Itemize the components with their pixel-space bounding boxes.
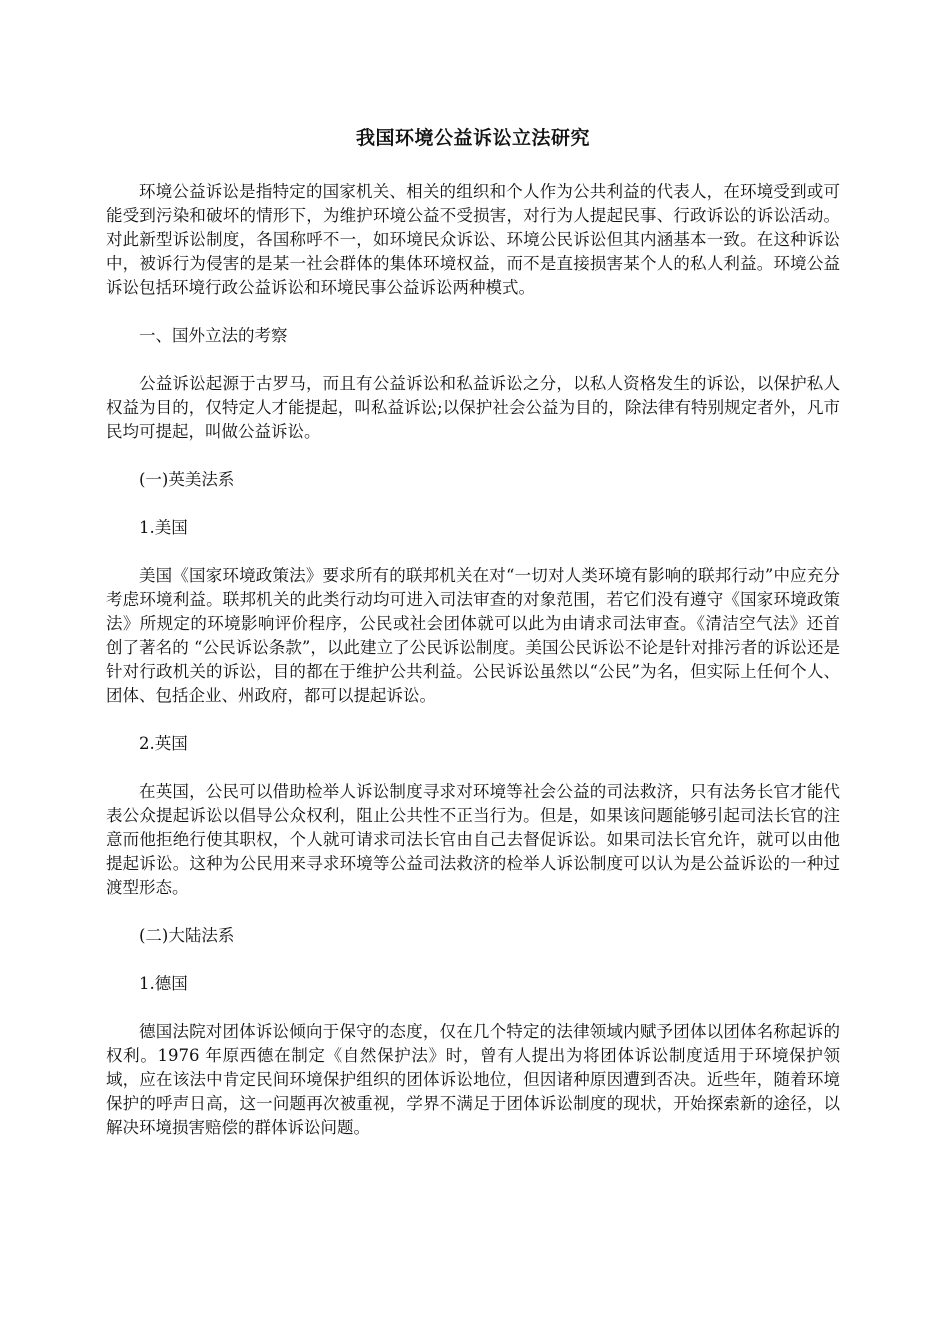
subsection-heading-civil-law: (二)大陆法系	[139, 926, 235, 945]
subsection-heading-usa: 1.美国	[139, 518, 188, 537]
paragraph-germany: 德国法院对团体诉讼倾向于保守的态度，仅在几个特定的法律领域内赋予团体以团体名称起诉的权利。1976 年原西德在制定《自然保护法》时，曾有人提出为将团体诉讼制度适用于环境保护领域，应在该法中肯定民间环境保护组织的团体诉讼地位，但因诸种原因遭到否决。近些年，随着环境保护的呼声日高，这一问题再次被重视，学界不满足于团体诉讼制度的现状，开始探索新的途径，以解决环境损害赔偿的群体诉讼问题。	[106, 1022, 840, 1137]
paragraph-usa: 美国《国家环境政策法》要求所有的联邦机关在对“一切对人类环境有影响的联邦行动”中应充分考虑环境利益。联邦机关的此类行动均可进入司法审查的对象范围，若它们没有遵守《国家环境政策法》所规定的环境影响评价程序，公民或社会团体就可以此为由请求司法审查。《清洁空气法》还首创了著名的 “公民诉讼条款”，以此建立了公民诉讼制度。美国公民诉讼不论是针对排污者的诉讼还是针对行政机关的诉讼，目的都在于维护公共利益。公民诉讼虽然以“公民”为名，但实际上任何个人、团体、包括企业、州政府，都可以提起诉讼。	[106, 566, 840, 705]
subsection-heading-germany: 1.德国	[139, 974, 188, 993]
section-heading-foreign-legislation: 一、国外立法的考察	[139, 326, 288, 345]
document-title: 我国环境公益诉讼立法研究	[355, 127, 590, 149]
paragraph-origin: 公益诉讼起源于古罗马，而且有公益诉讼和私益诉讼之分，以私人资格发生的诉讼，以保护私人权益为目的，仅特定人才能提起，叫私益诉讼;以保护社会公益为目的，除法律有特别规定者外，凡市民均可提起，叫做公益诉讼。	[106, 374, 840, 441]
subsection-heading-common-law: (一)英美法系	[139, 470, 235, 489]
subsection-heading-uk: 2.英国	[139, 734, 188, 753]
document-page	[106, 124, 840, 1164]
paragraph-intro: 环境公益诉讼是指特定的国家机关、相关的组织和个人作为公共利益的代表人，在环境受到或可能受到污染和破坏的情形下，为维护环境公益不受损害，对行为人提起民事、行政诉讼的诉讼活动。对此新型诉讼制度，各国称呼不一，如环境民众诉讼、环境公民诉讼但其内涵基本一致。在这种诉讼中，被诉行为侵害的是某一社会群体的集体环境权益，而不是直接损害某个人的私人利益。环境公益诉讼包括环境行政公益诉讼和环境民事公益诉讼两种模式。	[106, 182, 840, 297]
paragraph-uk: 在英国，公民可以借助检举人诉讼制度寻求对环境等社会公益的司法救济，只有法务长官才能代表公众提起诉讼以倡导公众权利，阻止公共性不正当行为。但是，如果该问题能够引起司法长官的注意而他拒绝行使其职权，个人就可请求司法长官由自己去督促诉讼。如果司法长官允许，就可以由他提起诉讼。这种为公民用来寻求环境等公益司法救济的检举人诉讼制度可以认为是公益诉讼的一种过渡型形态。	[106, 782, 840, 897]
